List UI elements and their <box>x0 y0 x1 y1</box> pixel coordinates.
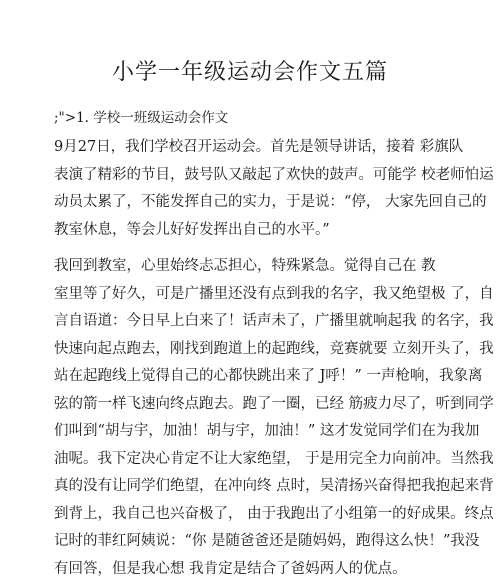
paragraph-line: 表演了精彩的节目，鼓号队又敲起了欢快的鼓声。可能学 校老师怕运 <box>54 166 494 183</box>
paragraph-line: 站在起跑线上觉得自己的心都快跳出来了 J呼！” 一声枪响，我象离 <box>54 368 483 384</box>
section-heading: ;">1. 学校一班级运动会作文 <box>54 110 229 126</box>
paragraph-1 <box>54 134 494 244</box>
paragraph-line: 快速向起点跑去，刚找到跑道上的起跑线，竞赛就要 立刻开头了，我 <box>54 340 494 357</box>
paragraph-2 <box>54 253 494 583</box>
paragraph-line: 教室休息，等会儿好好发挥出自己的水平。” <box>54 221 330 238</box>
paragraph-line: 动员太累了，不能发挥自己的实力，于是说：“停， 大家先回自己的 <box>54 194 487 210</box>
paragraph-line: 言自语道：今日早上白来了！话声未了，广播里就响起我 的名字，我 <box>54 313 494 329</box>
paragraph-line: 室里等了好久，可是广播里还没有点到我的名字，我又绝望极 了，自 <box>54 285 494 302</box>
paragraph-line: 真的没有让同学们绝望，在冲向终 点时，吴清扬兴奋得把我抱起来背 <box>54 478 494 494</box>
paragraph-line: 们叫到“胡与宇，加油！胡与宇，加油！” 这才发觉同学们在为我加 <box>54 423 480 439</box>
paragraph-line: 我回到教室，心里始终忐忑担心，特殊紧急。觉得自己在 教 <box>54 258 436 274</box>
document-title: 小学一年级运动会作文五篇 <box>111 60 388 85</box>
paragraph-line: 油呢。我下定决心肯定不让大家绝望， 于是用完全力向前冲。当然我 <box>54 450 494 467</box>
paragraph-line: 到背上，我自己也兴奋极了， 由于我跑出了小组第一的好成果。终点 <box>54 505 494 522</box>
paragraph-line: 记时的菲红阿姨说：“你 是随爸爸还是随妈妈，跑得这么快！”我没 <box>54 533 480 549</box>
paragraph-line: 弦的箭一样飞速向终点跑去。跑了一圈，已经 筋疲力尽了，听到同学 <box>54 395 494 412</box>
paragraph-line: 9月27日，我们学校召开运动会。首先是领导讲话，接着 彩旗队 <box>54 139 464 155</box>
paragraph-line: 有回答，但是我心想 我肯定是结合了爸妈两人的优点。 <box>54 560 407 577</box>
